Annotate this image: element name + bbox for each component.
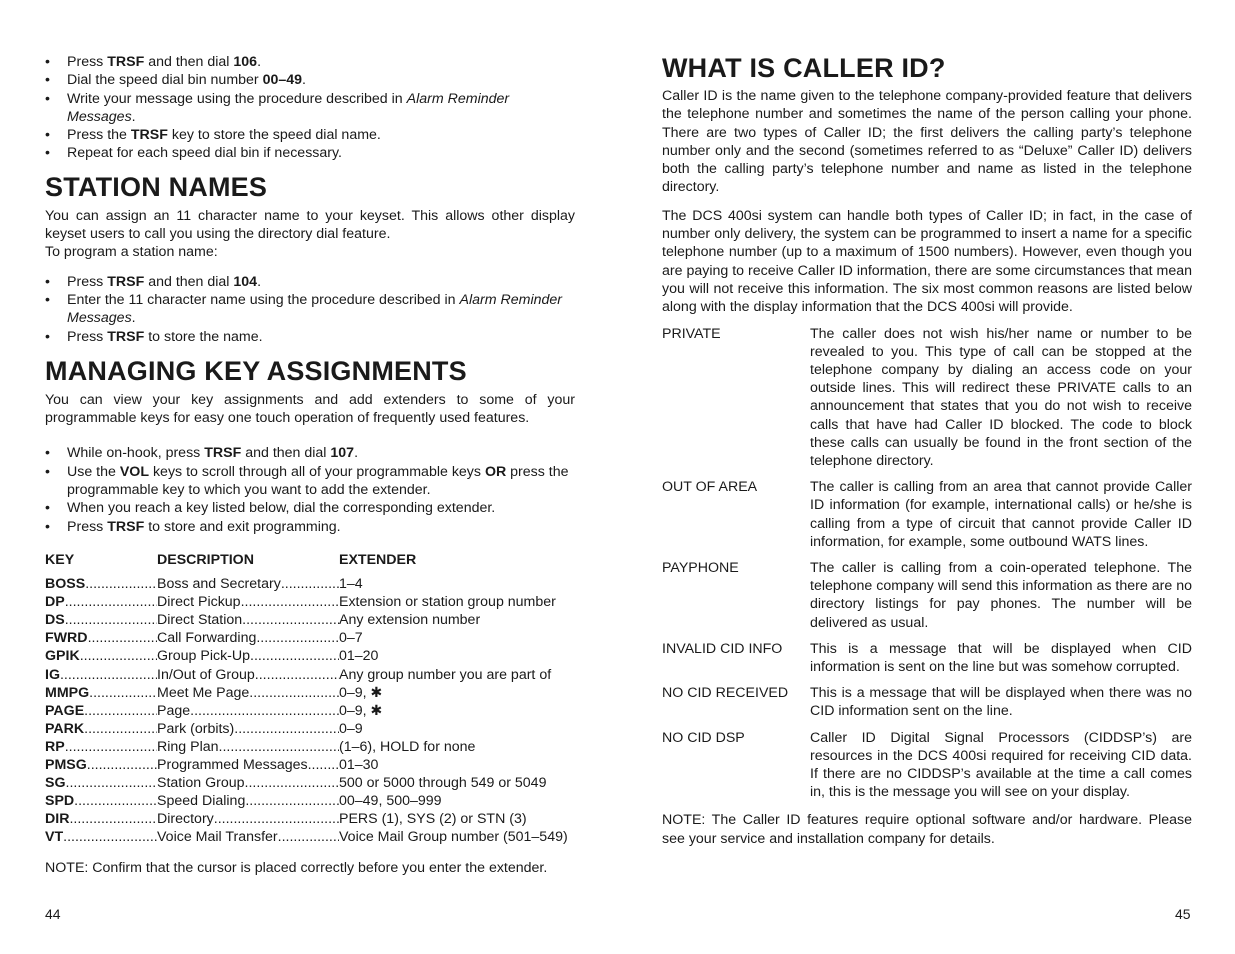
key-description: Boss and Secretary bbox=[157, 576, 281, 593]
key-extender: Any extension number bbox=[339, 612, 481, 629]
cid-term: NO CID RECEIVED bbox=[662, 685, 789, 702]
bold-text: TRSF bbox=[107, 518, 145, 535]
key-code: PAGE bbox=[45, 702, 85, 719]
bullet-text: Press the bbox=[67, 127, 131, 144]
cid-description: The caller does not wish his/her name or number to be revealed to you. This type of call can be stopped at the telephone company by dialing an access code on your outside lines. This will redirect these PRIVATE calls to an announcement that states that you do not wish to receive calls that have had Caller ID blocked. The code to block these calls can usually be found in the front section of the telephone directory. bbox=[810, 325, 1192, 469]
managing-key-assignments-heading: MANAGING KEY ASSIGNMENTS bbox=[45, 355, 467, 386]
bullet-text: and then dial bbox=[241, 445, 331, 462]
bullet-text: Enter the 11 character name using the procedure described in bbox=[67, 291, 460, 308]
left-page bbox=[45, 0, 575, 954]
page-number-right: 45 bbox=[1175, 906, 1191, 922]
key-description: Speed Dialing bbox=[157, 793, 246, 810]
intro-bullet-list bbox=[45, 53, 575, 163]
key-table-body bbox=[45, 575, 575, 846]
bullet-item bbox=[45, 444, 575, 462]
key-extender: (1–6), HOLD for none bbox=[339, 738, 476, 755]
key-description: Ring Plan bbox=[157, 738, 219, 755]
leader-dots bbox=[214, 810, 339, 828]
bullet-text: Press bbox=[67, 273, 108, 290]
leader-dots bbox=[85, 575, 157, 593]
page-number-left: 44 bbox=[45, 906, 61, 922]
bullet-text: and then dial bbox=[144, 273, 234, 290]
extender-note: NOTE: Confirm that the cursor is placed correctly before you enter the extender. bbox=[45, 860, 548, 877]
bullet-text: Press bbox=[67, 328, 108, 345]
leader-dots bbox=[242, 611, 339, 629]
bold-text: OR bbox=[484, 463, 507, 480]
key-code: PMSG bbox=[45, 756, 87, 773]
bold-text: TRSF bbox=[204, 445, 242, 462]
table-row bbox=[45, 575, 575, 593]
key-extender: Voice Mail Group number (501–549) bbox=[339, 829, 568, 846]
bullet-text: Press bbox=[67, 518, 108, 535]
key-code: DS bbox=[45, 612, 65, 629]
key-extender: 0–7 bbox=[339, 630, 363, 647]
table-row bbox=[45, 738, 575, 756]
leader-dots bbox=[89, 684, 157, 702]
key-column-header: KEY bbox=[45, 551, 75, 568]
key-extender: 500 or 5000 through 549 or 5049 bbox=[339, 775, 547, 792]
bullet-text: press the programmable key to which you want to add the extender. bbox=[67, 463, 569, 499]
description-column-header: DESCRIPTION bbox=[157, 551, 254, 568]
table-row bbox=[45, 756, 575, 774]
cid-term: PAYPHONE bbox=[662, 560, 739, 576]
table-row bbox=[45, 666, 575, 684]
cid-item bbox=[662, 640, 1192, 676]
cid-message-list bbox=[662, 325, 1192, 802]
bullet-item bbox=[45, 273, 575, 291]
leader-dots bbox=[308, 756, 339, 774]
key-table-header bbox=[45, 551, 575, 569]
key-code: DP bbox=[45, 594, 65, 611]
leader-dots bbox=[65, 738, 157, 756]
key-extender: 0–9, ✱ bbox=[339, 702, 383, 719]
key-extender: 0–9, ✱ bbox=[339, 684, 383, 701]
caller-id-note: NOTE: The Caller ID features require optional software and/or hardware. Please see your service and installation company for details. bbox=[662, 812, 1192, 847]
bold-text: TRSF bbox=[107, 328, 145, 345]
bullet-text: . bbox=[131, 310, 136, 327]
bullet-text: . bbox=[257, 54, 262, 70]
key-description: Call Forwarding bbox=[157, 630, 257, 647]
key-extender: 00–49, 500–999 bbox=[339, 793, 442, 810]
key-description: Group Pick-Up bbox=[157, 648, 251, 665]
table-row bbox=[45, 720, 575, 738]
bullet-text: keys to scroll through all of your programmable keys bbox=[149, 463, 485, 480]
key-assignment-table bbox=[45, 551, 575, 847]
key-description: Voice Mail Transfer bbox=[157, 829, 278, 846]
table-row bbox=[45, 593, 575, 611]
cid-description: The caller is calling from an area that cannot provide Caller ID information (for example, international calls) or he/she is calling from a type of circuit that cannot provide Caller ID information, for example, some outbound WATS lines. bbox=[810, 479, 1192, 550]
bullet-text: While on-hook, press bbox=[67, 445, 205, 462]
table-row bbox=[45, 774, 575, 792]
caller-id-heading: WHAT IS CALLER ID? bbox=[662, 53, 946, 83]
bullet-text: key to store the speed dial name. bbox=[167, 127, 381, 144]
key-code: IG bbox=[45, 666, 60, 683]
bullet-item bbox=[45, 71, 575, 89]
key-code: SG bbox=[45, 775, 66, 792]
key-description: Park (orbits) bbox=[157, 720, 235, 737]
bullet-text: . bbox=[354, 445, 359, 462]
bold-text: 00–49 bbox=[262, 72, 303, 89]
cid-term: NO CID DSP bbox=[662, 729, 745, 746]
station-names-bullet-list bbox=[45, 273, 575, 346]
leader-dots bbox=[250, 647, 339, 665]
leader-dots bbox=[65, 611, 157, 629]
bullet-text: Write your message using the procedure described in bbox=[67, 90, 407, 107]
key-code: PARK bbox=[45, 720, 85, 737]
leader-dots bbox=[219, 738, 339, 756]
key-extender: 01–20 bbox=[339, 648, 379, 665]
bullet-text: . bbox=[131, 108, 136, 125]
cid-description: The caller is calling from a coin-operated telephone. The telephone company will send this information as there are no directory listings for pay phones. The number will be delivered as usual. bbox=[810, 560, 1192, 631]
cid-term: INVALID CID INFO bbox=[662, 640, 783, 657]
cid-item bbox=[662, 559, 1192, 632]
key-code: VT bbox=[45, 829, 64, 846]
key-code: BOSS bbox=[45, 576, 86, 593]
key-description: Directory bbox=[157, 811, 214, 828]
table-row bbox=[45, 792, 575, 810]
cid-term: PRIVATE bbox=[662, 325, 721, 342]
key-extender: 0–9 bbox=[339, 720, 363, 737]
caller-id-paragraph-1: Caller ID is the name given to the telephone company-provided feature that delivers the telephone number and sometimes the name of the person calling your phone. There are two types of Caller ID; the first delivers the calling party’s telephone number only and the second (sometimes referred to as “Deluxe” Caller ID) delivers both the calling party’s telephone number and name as listed in the telephone directory. bbox=[662, 88, 1192, 196]
key-extender: PERS (1), SYS (2) or STN (3) bbox=[339, 811, 527, 828]
station-names-paragraph: You can assign an 11 character name to your keyset. This allows other display keyset users to call you using the directory dial feature. bbox=[45, 207, 575, 243]
leader-dots bbox=[245, 774, 339, 792]
bold-text: TRSF bbox=[130, 127, 168, 144]
key-description: Page bbox=[157, 702, 191, 719]
bullet-text: to store and exit programming. bbox=[144, 518, 341, 535]
table-row bbox=[45, 684, 575, 702]
cid-description: This is a message that will be displayed when CID information is sent on the line but was somehow corrupted. bbox=[810, 640, 1192, 676]
key-code: GPIK bbox=[45, 648, 80, 665]
bold-text: TRSF bbox=[107, 273, 145, 290]
key-description: Direct Pickup bbox=[157, 594, 241, 611]
leader-dots bbox=[60, 666, 157, 684]
leader-dots bbox=[256, 629, 339, 647]
leader-dots bbox=[255, 666, 339, 684]
leader-dots bbox=[84, 720, 157, 738]
cid-item bbox=[662, 478, 1192, 551]
table-row bbox=[45, 828, 575, 846]
italic-text: Alarm Reminder Messages bbox=[67, 90, 510, 125]
cid-description: This is a message that will be displayed when there was no CID information sent on the line. bbox=[810, 685, 1192, 720]
leader-dots bbox=[88, 629, 157, 647]
cid-description: Caller ID Digital Signal Processors (CIDDSP’s) are resources in the DCS 400si required for receiving CID data. If there are no CIDDSP’s available at the time a call comes in, this is the message you will see on your display. bbox=[810, 729, 1192, 801]
managing-bullet-list bbox=[45, 444, 575, 535]
leader-dots bbox=[241, 593, 339, 611]
leader-dots bbox=[74, 792, 157, 810]
table-row bbox=[45, 629, 575, 647]
key-description: Meet Me Page bbox=[157, 684, 250, 701]
bullet-text: . bbox=[302, 72, 306, 89]
right-page bbox=[662, 0, 1192, 954]
bullet-item bbox=[45, 90, 575, 127]
leader-dots bbox=[245, 792, 339, 810]
leader-dots bbox=[278, 828, 339, 846]
station-names-heading: STATION NAMES bbox=[45, 171, 268, 202]
bullet-item bbox=[45, 328, 575, 346]
leader-dots bbox=[66, 774, 158, 792]
leader-dots bbox=[69, 810, 157, 828]
bullet-text: . bbox=[257, 273, 262, 290]
cid-item bbox=[662, 729, 1192, 802]
bullet-text: and then dial bbox=[144, 54, 234, 70]
leader-dots bbox=[234, 720, 339, 738]
cid-item bbox=[662, 325, 1192, 471]
managing-paragraph: You can view your key assignments and add extenders to some of your programmable keys for easy one touch operation of frequently used features. bbox=[45, 391, 575, 427]
bullet-item bbox=[45, 499, 575, 517]
bold-text: VOL bbox=[119, 463, 150, 480]
bullet-item bbox=[45, 126, 575, 144]
key-extender: 1–4 bbox=[339, 576, 363, 593]
bullet-item bbox=[45, 53, 575, 71]
bullet-text: When you reach a key listed below, dial the corresponding extender. bbox=[67, 500, 496, 517]
bullet-item bbox=[45, 518, 575, 536]
station-names-instruction: To program a station name: bbox=[45, 244, 218, 261]
cid-item bbox=[662, 684, 1192, 720]
bullet-text: to store the name. bbox=[144, 328, 263, 345]
bullet-item bbox=[45, 463, 575, 500]
leader-dots bbox=[87, 756, 157, 774]
leader-dots bbox=[80, 647, 157, 665]
bold-text: TRSF bbox=[107, 54, 145, 70]
key-description: In/Out of Group bbox=[157, 666, 255, 683]
key-code: RP bbox=[45, 738, 65, 755]
bullet-text: Dial the speed dial bin number bbox=[67, 72, 263, 89]
key-extender: 01–30 bbox=[339, 756, 379, 773]
italic-text: Alarm Reminder Messages bbox=[67, 291, 562, 327]
leader-dots bbox=[281, 575, 339, 593]
cid-term: OUT OF AREA bbox=[662, 479, 758, 496]
bullet-text: Use the bbox=[67, 463, 120, 480]
leader-dots bbox=[190, 702, 339, 720]
key-code: SPD bbox=[45, 793, 75, 810]
table-row bbox=[45, 702, 575, 720]
bullet-text: Press bbox=[67, 54, 108, 70]
key-description: Programmed Messages bbox=[157, 756, 308, 773]
bullet-text: Repeat for each speed dial bin if necessary. bbox=[67, 145, 342, 162]
key-description: Station Group bbox=[157, 775, 245, 792]
key-code: DIR bbox=[45, 811, 70, 828]
table-row bbox=[45, 611, 575, 629]
key-code: MMPG bbox=[45, 684, 90, 701]
leader-dots bbox=[84, 702, 157, 720]
key-extender: Extension or station group number bbox=[339, 594, 556, 611]
bold-text: 104 bbox=[233, 273, 258, 290]
bullet-item bbox=[45, 291, 575, 328]
bold-text: 106 bbox=[233, 54, 258, 70]
key-description: Direct Station bbox=[157, 612, 243, 629]
key-extender: Any group number you are part of bbox=[339, 666, 552, 683]
table-row bbox=[45, 647, 575, 665]
extender-column-header: EXTENDER bbox=[339, 551, 417, 568]
table-row bbox=[45, 810, 575, 828]
key-code: FWRD bbox=[45, 630, 88, 647]
bold-text: 107 bbox=[330, 445, 355, 462]
bullet-item bbox=[45, 144, 575, 162]
caller-id-paragraph-2: The DCS 400si system can handle both types of Caller ID; in fact, in the case of number only delivery, the system can be programmed to insert a name for a specific telephone number (up to a maximum of 1500 numbers). However, even though you are paying to receive Caller ID information, there are some circumstances that mean you will not receive this information. The six most common reasons are listed below along with the display information that the DCS 400si will provide. bbox=[662, 207, 1192, 316]
leader-dots bbox=[249, 684, 339, 702]
leader-dots bbox=[65, 593, 157, 611]
leader-dots bbox=[63, 828, 157, 846]
